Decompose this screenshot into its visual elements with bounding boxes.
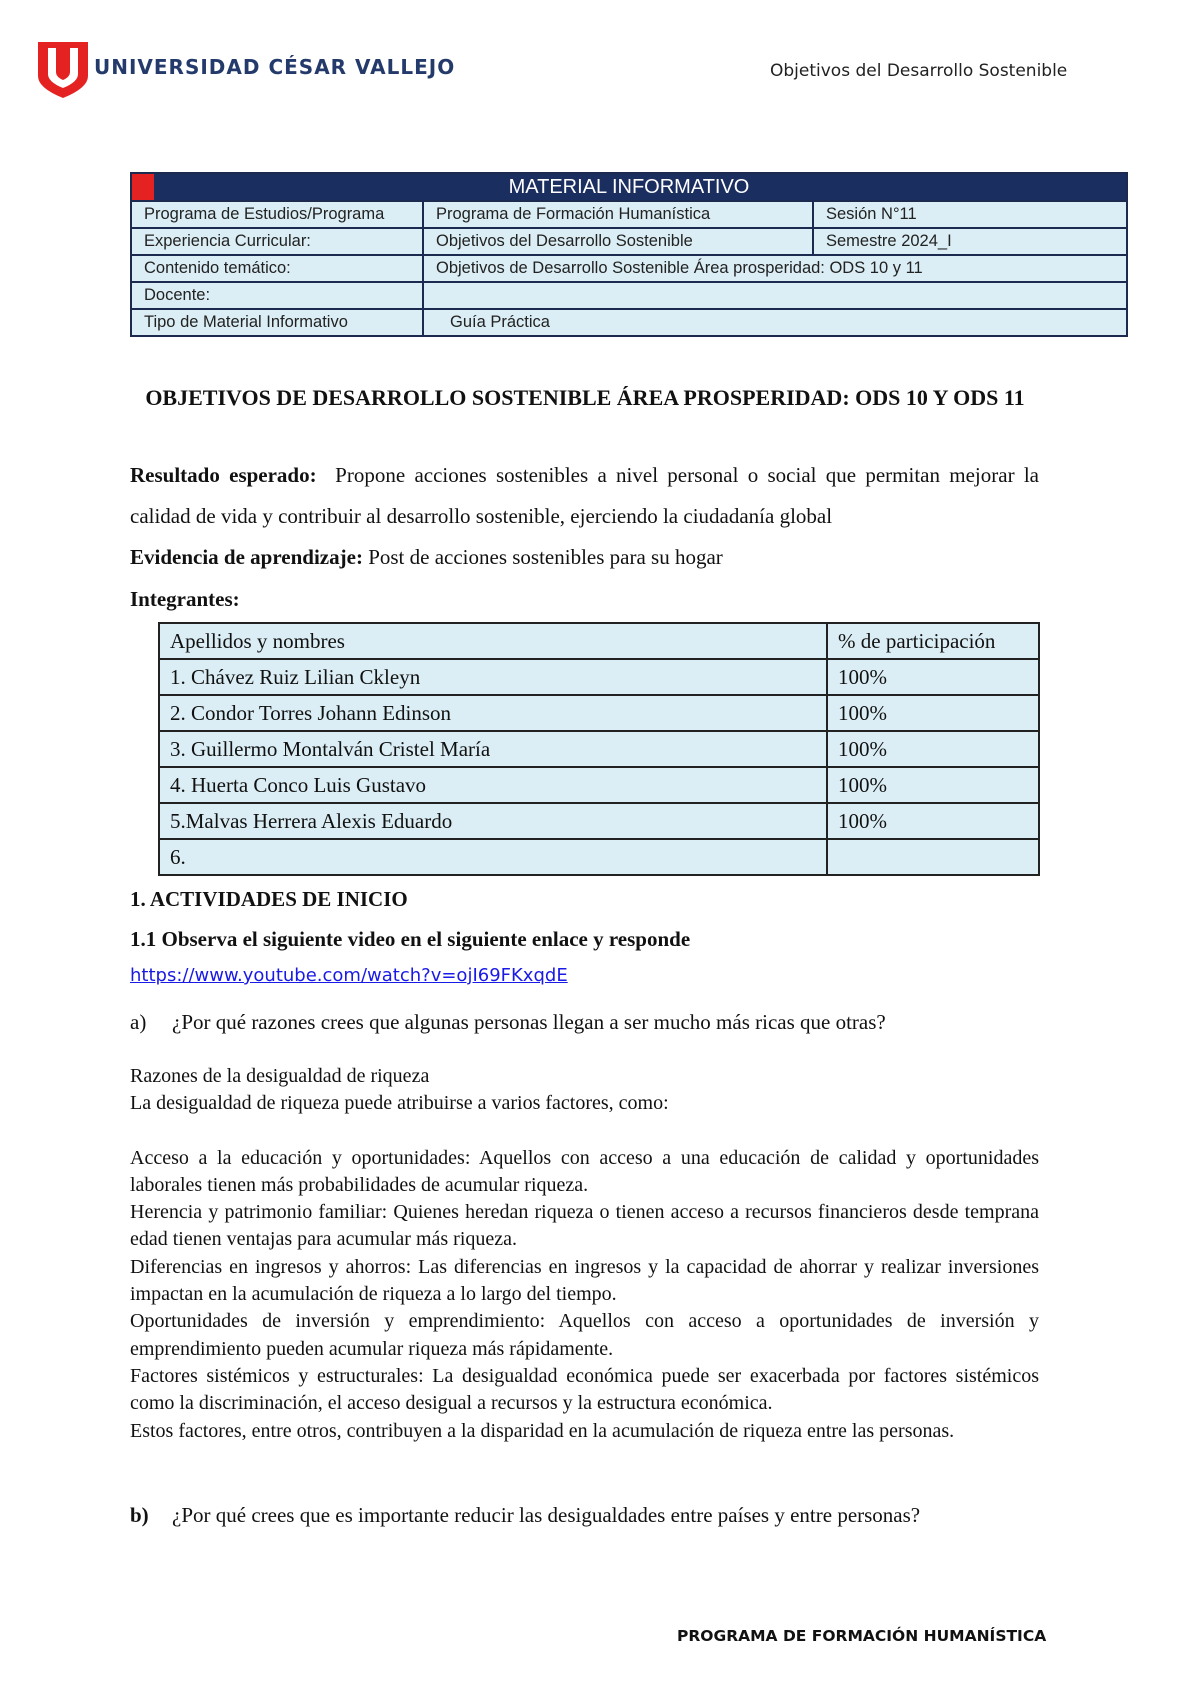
members-table (158, 622, 1040, 876)
table-row (159, 731, 1039, 767)
member-name: 4. Huerta Conco Luis Gustavo (159, 767, 827, 803)
page-title: OBJETIVOS DE DESARROLLO SOSTENIBLE ÁREA PROSPERIDAD: ODS 10 Y ODS 11 (145, 385, 1025, 410)
info-cell: Sesión N°11 (813, 201, 1127, 228)
answer-line: Factores sistémicos y estructurales: La desigualdad económica puede ser exacerbada por factores sistémicos como la discriminación, el acceso desigual a recursos y la estructura económica. (130, 1364, 1039, 1415)
table-row (159, 839, 1039, 875)
info-cell: Docente: (131, 282, 423, 309)
answer-line: Razones de la desigualdad de riqueza (130, 1065, 430, 1087)
table-row (159, 659, 1039, 695)
red-marker (132, 174, 154, 200)
answer-line: Diferencias en ingresos y ahorros: Las diferencias en ingresos y la capacidad de ahorrar y realizar inversiones impactan en la acumulación de riqueza a lo largo del tiempo. (130, 1255, 1039, 1306)
member-name: 2. Condor Torres Johann Edinson (159, 695, 827, 731)
member-name: 1. Chávez Ruiz Lilian Ckleyn (159, 659, 827, 695)
evidencia-text: Post de acciones sostenibles para su hogar (368, 545, 723, 569)
table-row (159, 803, 1039, 839)
evidencia-label: Evidencia de aprendizaje: (130, 545, 363, 569)
resultado-text: Propone acciones sostenibles a nivel personal o social que permitan mejorar la calidad de vida y contribuir al desarrollo sostenible, ejerciendo la ciudadanía global (130, 463, 1039, 528)
question-a (130, 1010, 886, 1035)
answer-line: La desigualdad de riqueza puede atribuirse a varios factores, como: (130, 1092, 669, 1115)
info-cell: Programa de Estudios/Programa (131, 201, 423, 228)
member-name: 5.Malvas Herrera Alexis Eduardo (159, 803, 827, 839)
table-row (159, 695, 1039, 731)
answer-line: Estos factores, entre otros, contribuyen a la disparidad en la acumulación de riqueza entre las personas. (130, 1419, 955, 1442)
member-pct: 100% (827, 803, 1039, 839)
info-cell (423, 282, 1127, 309)
question-b-text: ¿Por qué crees que es importante reducir las desigualdades entre países y entre personas? (172, 1503, 921, 1527)
info-cell: Guía Práctica (423, 309, 1127, 336)
resultado-label: Resultado esperado: (130, 463, 317, 487)
video-link[interactable]: https://www.youtube.com/watch?v=ojI69FKxqdE (130, 965, 568, 986)
question-a-text: ¿Por qué razones crees que algunas personas llegan a ser mucho más ricas que otras? (172, 1010, 886, 1034)
info-cell: Semestre 2024_I (813, 228, 1127, 255)
answer-line: Herencia y patrimonio familiar: Quienes heredan riqueza o tienen acceso a recursos financieros desde temprana edad tienen ventajas para acumular más riqueza. (130, 1201, 1039, 1251)
answer-a (130, 1063, 1039, 1445)
info-cell: Experiencia Curricular: (131, 228, 423, 255)
question-b-label: b) (130, 1503, 149, 1527)
page-footer: PROGRAMA DE FORMACIÓN HUMANÍSTICA (677, 1627, 1047, 1645)
header-course-title: Objetivos del Desarrollo Sostenible (770, 61, 1068, 81)
info-cell: Objetivos de Desarrollo Sostenible Área prosperidad: ODS 10 y 11 (423, 255, 1127, 282)
member-pct (827, 839, 1039, 875)
question-a-label: a) (130, 1010, 147, 1034)
member-name: 3. Guillermo Montalván Cristel María (159, 731, 827, 767)
table-row (159, 767, 1039, 803)
evidencia (130, 537, 1039, 578)
info-table-title: MATERIAL INFORMATIVO (131, 173, 1127, 201)
integrantes-label: Integrantes: (130, 587, 240, 611)
members-header-pct: % de participación (827, 623, 1039, 659)
member-pct: 100% (827, 659, 1039, 695)
subsection-heading: 1.1 Observa el siguiente video en el siguiente enlace y responde (130, 927, 691, 951)
answer-line: Acceso a la educación y oportunidades: Aquellos con acceso a una educación de calidad y oportunidades laborales tienen más probabilidades de acumular riqueza. (130, 1146, 1039, 1196)
info-cell: Contenido temático: (131, 255, 423, 282)
answer-line: Oportunidades de inversión y emprendimiento: Aquellos con acceso a oportunidades de inversión y emprendimiento pueden acumular riqueza más rápidamente. (130, 1310, 1039, 1360)
section-heading: 1. ACTIVIDADES DE INICIO (130, 887, 408, 911)
info-cell: Programa de Formación Humanística (423, 201, 813, 228)
info-cell: Tipo de Material Informativo (131, 309, 423, 336)
resultado-esperado (130, 455, 1039, 537)
member-pct: 100% (827, 695, 1039, 731)
member-pct: 100% (827, 767, 1039, 803)
university-name: UNIVERSIDAD CÉSAR VALLEJO (94, 55, 456, 79)
question-b (130, 1503, 920, 1528)
material-info-table (130, 172, 1128, 337)
info-cell: Objetivos del Desarrollo Sostenible (423, 228, 813, 255)
members-header-name: Apellidos y nombres (159, 623, 827, 659)
member-pct: 100% (827, 731, 1039, 767)
member-name: 6. (159, 839, 827, 875)
